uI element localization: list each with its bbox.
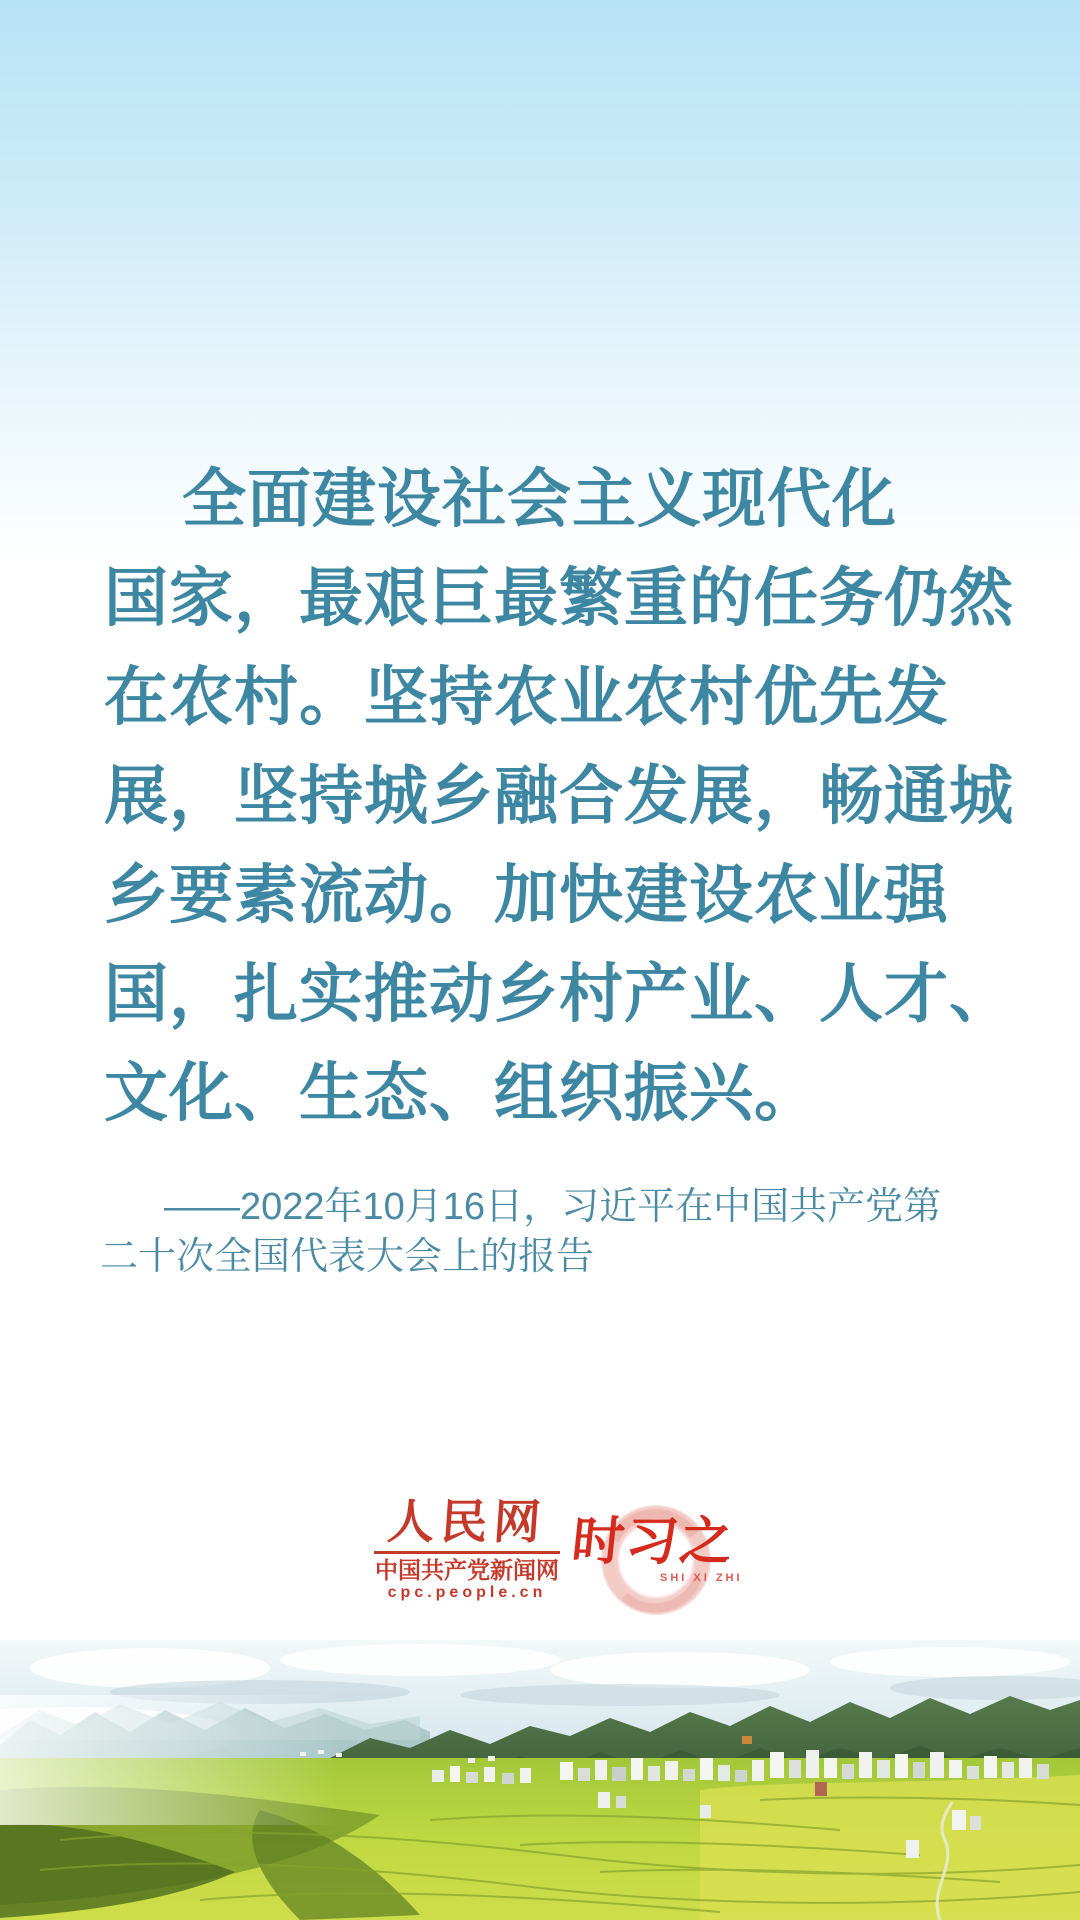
quote-line: 国家，最艰巨最繁重的任务仍然 [104,562,1014,634]
shixizhi-wordmark: 时习之 [568,1513,738,1571]
landscape-photo [0,1640,1080,1920]
attribution-line: ——2022年10月16日，习近平在中国共产党第 [164,1186,942,1228]
quote-line: 乡要素流动。加快建设农业强 [104,859,949,931]
quote-line: 展，坚持城乡融合发展，畅通城 [104,760,1014,832]
peoples-daily-online-logo [372,1496,562,1603]
attribution-line: 二十次全国代表大会上的报告 [100,1236,595,1278]
quote-line: 在农村。坚持农业农村优先发 [104,661,949,733]
quote-attribution [100,1182,942,1282]
cpc-site-url: cpc.people.cn [387,1584,547,1601]
quote-text [104,450,1014,1143]
quote-line: 全面建设社会主义现代化 [182,463,897,535]
quote-line: 文化、生态、组织振兴。 [104,1057,819,1129]
shixizhi-logo [568,1492,743,1622]
cpc-news-site-label: 中国共产党新闻网 [375,1557,559,1583]
logo-divider-rule [374,1551,560,1554]
quote-line: 国，扎实推动乡村产业、人才、 [104,958,1014,1030]
peoples-daily-wordmark: 人民网 [385,1495,549,1548]
shixizhi-latin-label: SHI XI ZHI [660,1572,743,1584]
